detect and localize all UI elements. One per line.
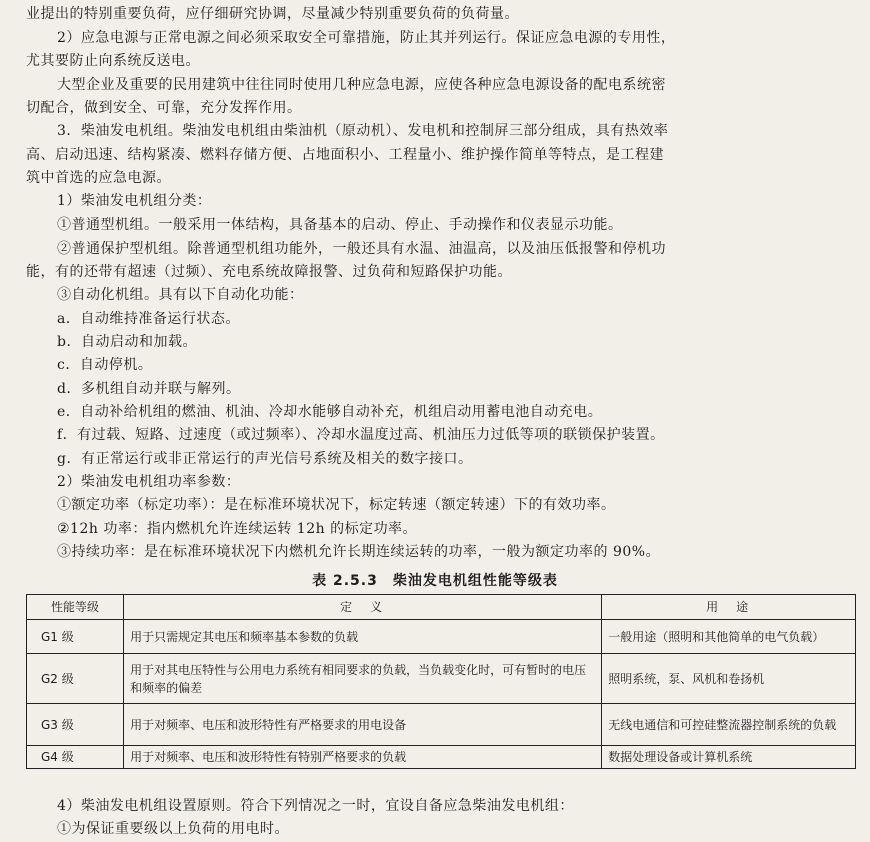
cell-definition: 用于对频率、电压和波形特性有特别严格要求的负载 — [124, 746, 602, 769]
table-caption: 表 2.5.3 柴油发电机组性能等级表 — [312, 573, 558, 589]
text-line: ③自动化机组。具有以下自动化功能： — [57, 287, 304, 303]
list-item: e．自动补给机组的燃油、机油、冷却水能够自动补充，机组启动用蓄电池自动充电。 — [57, 404, 603, 420]
text-line: 大型企业及重要的民用建筑中往往同时使用几种应急电源，应使各种应急电源设备的配电系统密 — [57, 77, 666, 93]
cell-level: G2 级 — [27, 654, 124, 704]
text-line: 尤其要防止向系统反送电。 — [26, 53, 200, 69]
text-line: 4）柴油发电机组设置原则。符合下列情况之一时，宜设自备应急柴油发电机组： — [57, 798, 574, 814]
list-item: a．自动维持准备运行状态。 — [57, 311, 240, 327]
performance-class-table — [26, 594, 856, 769]
text-line: 3．柴油发电机组。柴油发电机组由柴油机（原动机）、发电机和控制屏三部分组成，具有热效率 — [57, 123, 669, 139]
list-item: b．自动启动和加载。 — [57, 334, 197, 350]
cell-definition: 用于对频率、电压和波形特性有严格要求的用电设备 — [124, 704, 602, 746]
text-line: ①普通型机组。一般采用一体结构，具备基本的启动、停止、手动操作和仪表显示功能。 — [57, 217, 623, 233]
cell-level: G4 级 — [27, 746, 124, 769]
column-header-use: 用 途 — [602, 595, 856, 620]
table-row — [27, 746, 856, 769]
cell-use: 无线电通信和可控硅整流器控制系统的负载 — [602, 704, 856, 746]
column-header-level: 性能等级 — [27, 595, 124, 620]
cell-level: G3 级 — [27, 704, 124, 746]
text-line: ①额定功率（标定功率）：是在标准环境状况下，标定转速（额定转速）下的有效功率。 — [57, 497, 616, 513]
cell-definition: 用于只需规定其电压和频率基本参数的负载 — [124, 620, 602, 654]
text-line: ②12h 功率：指内燃机允许连续运转 12h 的标定功率。 — [57, 521, 418, 537]
table-header-row — [27, 595, 856, 620]
cell-use: 照明系统，泵、风机和卷扬机 — [602, 654, 856, 704]
cell-level: G1 级 — [27, 620, 124, 654]
text-line: 切配合，做到安全、可靠，充分发挥作用。 — [26, 100, 302, 116]
cell-definition: 用于对其电压特性与公用电力系统有相同要求的负载，当负载变化时，可有暂时的电压和频率的偏差 — [124, 654, 602, 704]
text-line: ①为保证重要级以上负荷的用电时。 — [57, 821, 289, 837]
table-row — [27, 654, 856, 704]
text-line: 1）柴油发电机组分类： — [57, 193, 212, 209]
table-row — [27, 620, 856, 654]
list-item: d．多机组自动并联与解列。 — [57, 381, 241, 397]
text-line: 能，有的还带有超速（过频）、充电系统故障报警、过负荷和短路保护功能。 — [26, 264, 512, 280]
list-item: f．有过载、短路、过速度（或过频率）、冷却水温度过高、机油压力过低等项的联锁保护装置。 — [57, 427, 665, 443]
list-item: g．有正常运行或非正常运行的声光信号系统及相关的数字接口。 — [57, 451, 473, 467]
text-line: 业提出的特别重要负荷，应仔细研究协调，尽量减少特别重要负荷的负荷量。 — [26, 6, 519, 22]
text-line: 2）应急电源与正常电源之间必须采取安全可靠措施，防止其并列运行。保证应急电源的专用性， — [57, 30, 676, 46]
table-row — [27, 704, 856, 746]
text-line: 高、启动迅速、结构紧凑、燃料存储方便、占地面积小、工程量小、维护操作简单等特点，是工程建 — [26, 147, 664, 163]
cell-use: 一般用途（照明和其他简单的电气负载） — [602, 620, 856, 654]
cell-use: 数据处理设备或计算机系统 — [602, 746, 856, 769]
text-line: 筑中首选的应急电源。 — [26, 170, 171, 186]
text-line: ③持续功率：是在标准环境状况下内燃机允许长期连续运转的功率，一般为额定功率的 90%。 — [57, 544, 661, 560]
text-line: 2）柴油发电机组功率参数： — [57, 474, 241, 490]
text-line: ②普通保护型机组。除普通型机组功能外，一般还具有水温、油温高，以及油压低报警和停机功 — [57, 241, 666, 257]
column-header-definition: 定 义 — [124, 595, 602, 620]
list-item: c．自动停机。 — [57, 357, 153, 373]
